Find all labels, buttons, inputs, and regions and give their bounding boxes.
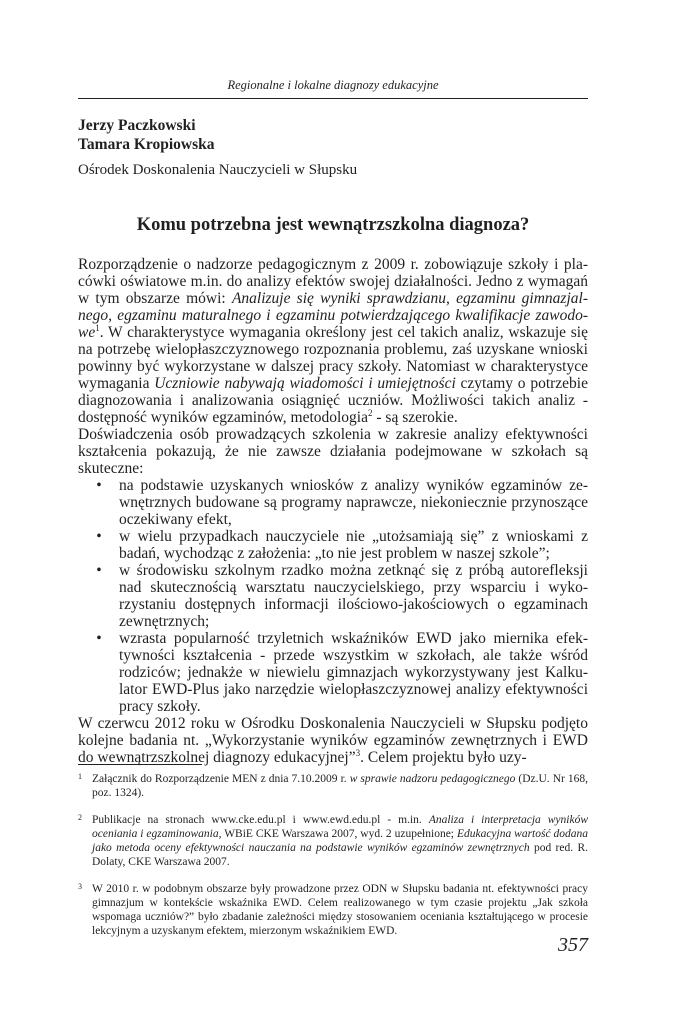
header-rule (78, 98, 588, 99)
quoted-requirement: Analizuje się wyniki sprawdzianu, egzaminu gimnazjalnego, egzaminu maturalnego i egzaminu potwierdzającego kwalifikacje zawodowe (78, 290, 588, 341)
article-body (78, 256, 588, 766)
paragraph: W czerwcu 2012 roku w Ośrodku Doskonalenia Nauczycieli w Słupsku podjęto kolejne badania nt. „Wykorzystanie wyników egzaminów zewnętrznych i EWD do wewnątrzszkolnej diagnozy edukacyjnej”$^3$. Celem projektu było uzy- (78, 715, 588, 766)
paragraph: Rozporządzenie o nadzorze pedagogicznym z 2009 r. zobowiązuje szkoły i placówki oświatowe m.in. do analizy efektów swojej działalności. Jedno z wymagań w tym obszarze mówi: Analizuje się wyniki sprawdzianu, egzaminu gimnazjalnego, egzaminu maturalnego i egzaminu potwierdzającego kwalifikacje zawodowe$^1$. W charakterystyce wymagania określony jest cel takich analiz, wskazuje się na potrzebę wielopłaszczyznowego rozpoznania problemu, zaś uzyskane wnioski powinny być wykorzystane w dalszej pracy szkoły. Natomiast w charakterystyce wymagania Uczniowie nabywają wiadomości i umiejętności czytamy o potrzebie diagnozowania i analizowania osiągnięć uczniów. Możliwości takich analiz - dostępność wyników egzaminów, metodologia$^2$ - są szerokie. (78, 256, 588, 426)
list-item: • w wielu przypadkach nauczyciele nie „utożsamiają się” z wnioskami z badań, wychodząc z założenia: „to nie jest problem w naszej szkole”; (78, 528, 588, 562)
page-number: 357 (558, 934, 588, 956)
author-affiliation: Ośrodek Doskonalenia Nauczycieli w Słupsku (78, 162, 358, 178)
footnote-number: 2 (78, 813, 82, 822)
list-item: • w środowisku szkolnym rzadko można zetknąć się z próbą autorefleksji nad skutecznością warsztatu nauczycielskiego, przy wsparciu i wykorzystaniu dostępnych informacji ilościowo-jakościowych o egzaminach zewnętrznych; (78, 562, 588, 630)
bullet-icon: • (96, 477, 102, 494)
footnote-ref: 2 (368, 408, 373, 418)
bullet-icon: • (96, 528, 102, 545)
list-item: • wzrasta popularność trzyletnich wskaźników EWD jako miernika efektywności kształcenia - przede wszystkim w szkołach, ale także wśród rodziców; jednakże w niewielu gimnazjach wykorzystywany jest Kalkulator EWD-Plus jako narzędzie wielopłaszczyznowej analizy efektywności pracy szkoły. (78, 630, 588, 715)
footnotes (78, 772, 588, 951)
footnote-separator (78, 764, 202, 765)
bullet-icon: • (96, 562, 102, 579)
quoted-requirement: Uczniowie nabywają wiadomości i umiejętności (154, 375, 456, 392)
paragraph: Doświadczenia osób prowadzących szkolenia w zakresie analizy efektywności kształcenia pokazują, że nie zawsze działania podejmowane w szkołach są skuteczne: (78, 426, 588, 477)
footnote: 1 Załącznik do Rozporządzenie MEN z dnia 7.10.2009 r. w sprawie nadzoru pedagogicznego (Dz.U. Nr 168, poz. 1324). (78, 772, 588, 799)
author-name: Tamara Kropiowska (78, 136, 215, 153)
list-item: • na podstawie uzyskanych wniosków z analizy wyników egzaminów zewnętrznych budowane są programy naprawcze, niekoniecznie przynoszące oczekiwany efekt, (78, 477, 588, 528)
author-name: Jerzy Paczkowski (78, 117, 196, 134)
footnote-number: 1 (78, 772, 82, 781)
bullet-icon: • (96, 630, 102, 647)
footnote-ref: 3 (355, 748, 361, 758)
footnote: 2 Publikacje na stronach www.cke.edu.pl i www.ewd.edu.pl - m.in. Analiza i interpretacja wyników oceniania i egzaminowania, WBiE CKE Warszawa 2007, wyd. 2 uzupełnione; Edukacyjna wartość dodana jako metoda oceny efektywności nauczania na podstawie wyników egzaminów zewnętrznych pod red. R. Dolaty, CKE Warszawa 2007. (78, 813, 589, 868)
running-head: Regionalne i lokalne diagnozy edukacyjne (227, 78, 439, 92)
footnote: 3 W 2010 r. w podobnym obszarze były prowadzone przez ODN w Słupsku badania nt. efektywności pracy gimnazjum w kontekście wskaźnika EWD. Celem realizowanego w tym czasie projektu „Jak szkoła wspomaga uczniów?” było zbadanie zależności między stosowaniem oceniania kształtującego w procesie lekcyjnym a uzyskanym efektem, mierzonym wskaźnikiem EWD. (78, 882, 588, 937)
bullet-list (78, 477, 588, 715)
footnote-ref: 1 (95, 323, 100, 333)
footnote-number: 3 (78, 882, 82, 891)
article-title: Komu potrzebna jest wewnątrzszkolna diagnoza? (136, 215, 530, 235)
